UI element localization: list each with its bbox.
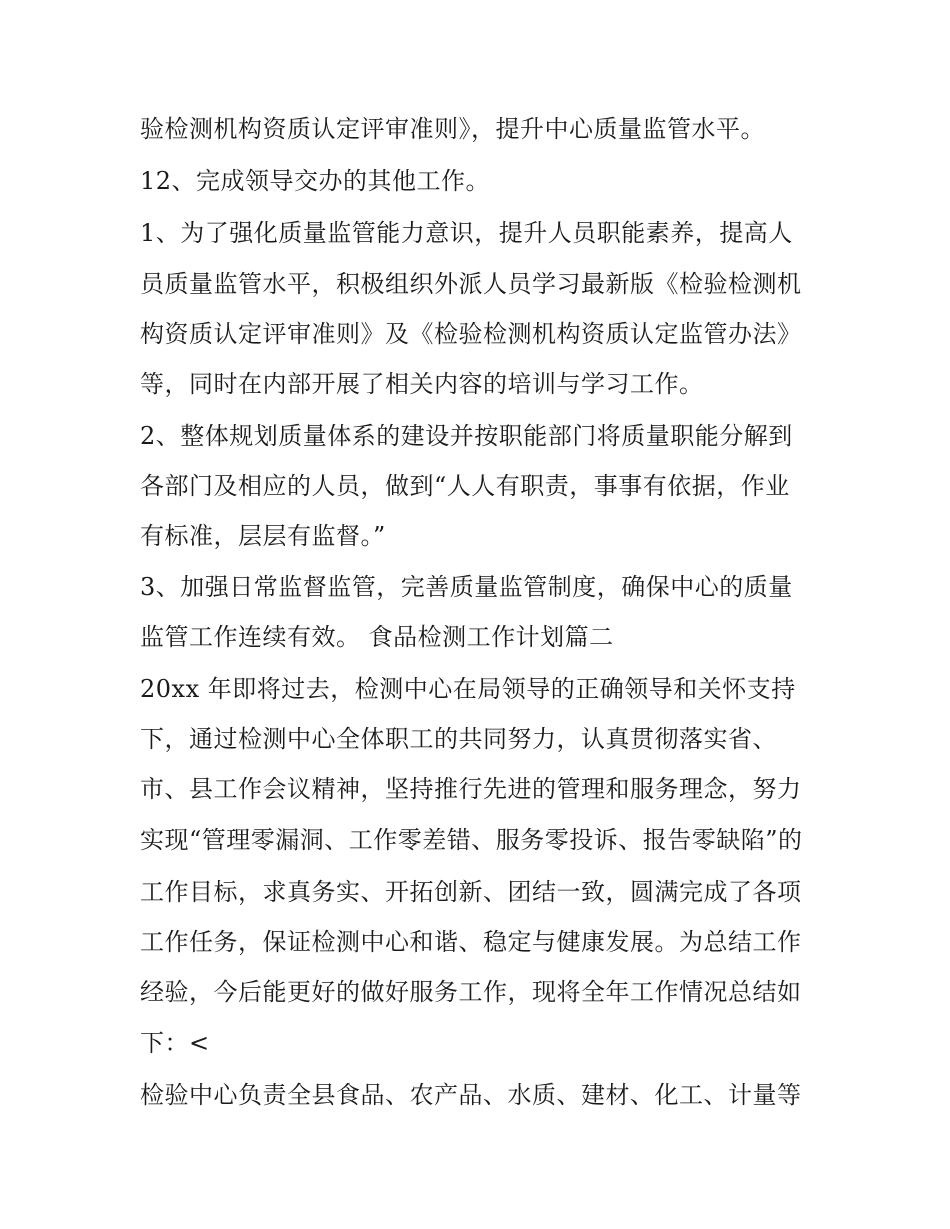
text-line: 市、县工作会议精神，坚持推行先进的管理和服务理念，努力 — [140, 775, 802, 803]
text-line: 工作任务，保证检测中心和谐、稳定与健康发展。为总结工作 — [140, 928, 802, 956]
text-line: 下：< — [140, 1029, 210, 1057]
text-line: 等，同时在内部开展了相关内容的培训与学习工作。 — [140, 370, 704, 398]
text-line: 实现“管理零漏洞、工作零差错、服务零投诉、报告零缺陷”的 — [140, 826, 803, 854]
text-line: 下，通过检测中心全体职工的共同努力，认真贯彻落实省、 — [140, 725, 777, 753]
text-line: 各部门及相应的人员，做到“人人有职责，事事有依据，作业 — [140, 472, 790, 500]
text-line: 经验，今后能更好的做好服务工作，现将全年工作情况总结如 — [140, 978, 802, 1006]
text-line: 有标准，层层有监督。” — [140, 522, 386, 550]
text-line: 3、加强日常监督监管，完善质量监管制度，确保中心的质量 — [140, 573, 793, 601]
text-line: 12、完成领导交办的其他工作。 — [140, 167, 491, 195]
text-line: 构资质认定评审准则》及《检验检测机构资质认定监管办法》 — [140, 320, 802, 348]
text-line: 20xx 年即将过去，检测中心在局领导的正确领导和关怀支持 — [140, 675, 796, 703]
text-line: 工作目标，求真务实、开拓创新、团结一致，圆满完成了各项 — [140, 878, 802, 906]
text-line: 员质量监管水平，积极组织外派人员学习最新版《检验检测机 — [140, 270, 802, 298]
text-line: 监管工作连续有效。 食品检测工作计划篇二 — [140, 623, 614, 651]
text-line: 1、为了强化质量监管能力意识，提升人员职能素养，提高人 — [140, 219, 793, 247]
text-line: 检验中心负责全县食品、农产品、水质、建材、化工、计量等 — [140, 1081, 802, 1109]
text-line: 2、整体规划质量体系的建设并按职能部门将质量职能分解到 — [140, 422, 793, 450]
text-line: 验检测机构资质认定评审准则》，提升中心质量监管水平。 — [140, 115, 765, 143]
